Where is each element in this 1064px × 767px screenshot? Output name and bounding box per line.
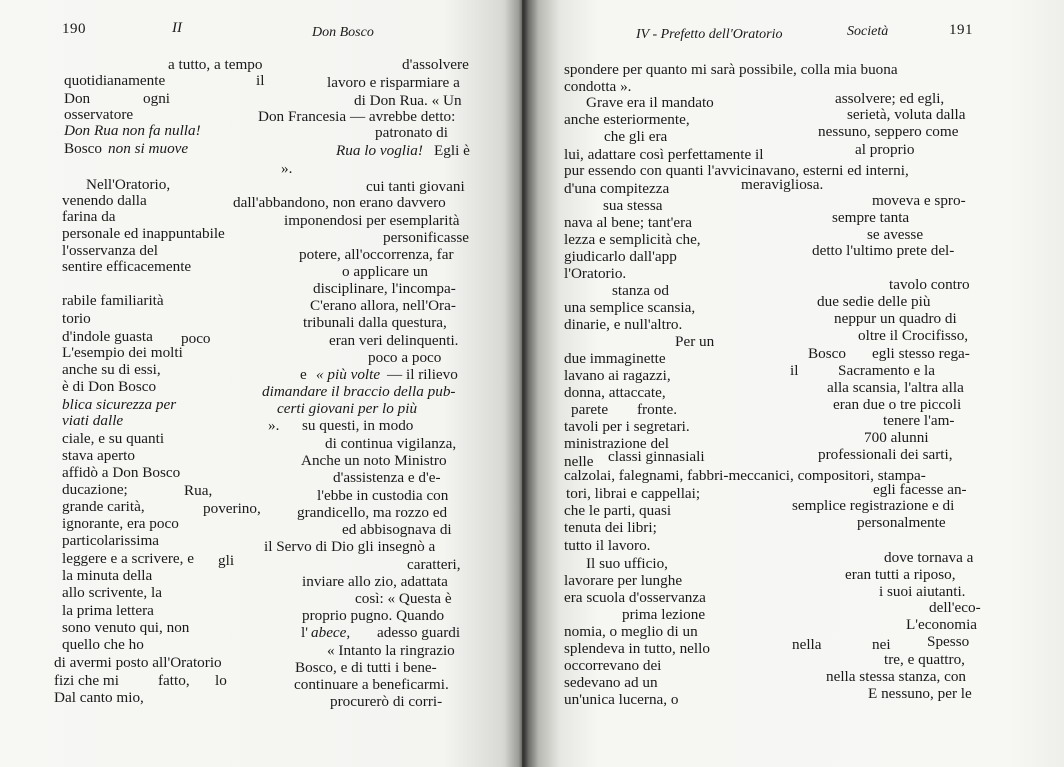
text-line: Per un [675,333,715,350]
text-line: era scuola d'osservanza [564,589,706,606]
left-running-title: Don Bosco [312,25,374,40]
text-line: lui, adattare così perfettamente il [564,146,764,163]
text-line: nava al bene; tant'era [564,214,692,231]
text-line: che gli era [604,128,668,145]
text-line: d'una compitezza [564,180,670,197]
text-line: lo [215,672,227,689]
text-line: di continua vigilanza, [325,435,457,452]
text-line: su questi, in modo [302,417,414,434]
text-line: procurerò di corri- [330,693,443,710]
text-line: certi giovani per lo più [277,400,418,417]
text-line: proprio pugno. Quando [302,607,445,624]
text-line: sedevano ad un [564,674,658,691]
book-gutter [505,0,539,767]
text-line: meravigliosa. [741,176,824,193]
text-line: a tutto, a tempo [168,56,263,73]
text-line: poverino, [203,500,261,517]
text-line: tenere l'am- [883,412,955,429]
text-line: ducazione; [62,481,128,498]
text-line: poco [181,330,211,347]
text-line: due immaginette [564,350,666,367]
text-line: ignorante, era poco [62,515,179,532]
text-line: tribunali dalla questura, [303,314,447,331]
text-line: patronato di [375,124,448,141]
text-line: venendo dalla [62,192,147,209]
text-line: Bosco [64,140,102,157]
left-page [0,0,522,767]
text-line: continuare a beneficarmi. [294,676,449,693]
text-line: grandicello, ma rozzo ed [297,504,448,521]
text-line: serietà, voluta dalla [847,106,966,123]
text-line: stanza od [612,282,669,299]
text-line: detto l'ultimo prete del- [812,242,955,259]
text-line: blica sicurezza per [62,396,177,413]
text-line: Rua, [184,482,213,499]
text-line: tori, librai e cappellai; [566,485,701,502]
text-line: ministrazione del [564,435,670,452]
text-line: affidò a Don Bosco [62,464,181,481]
text-line: L'economia [906,616,978,633]
text-line: abece, [311,624,351,641]
text-line: E nessuno, per le [868,685,972,702]
text-line: lavoro e risparmiare a [327,74,460,91]
text-line: alla scansia, l'altra alla [827,379,964,396]
text-line: imponendosi per esemplarità [284,212,460,229]
text-line: assolvere; ed egli, [835,90,945,107]
text-line: Rua lo voglia! [336,142,423,159]
text-line: 700 alunni [864,429,929,446]
text-line: nomia, o meglio di un [564,623,698,640]
text-line: nelle [564,453,594,470]
text-line: tre, e quattro, [884,651,965,668]
text-line: eran veri delinquenti. [329,332,459,349]
text-line: giudicarlo dall'app [564,248,677,265]
text-line: ed abbisognava di [342,521,452,538]
text-line: leggere e a scrivere, e [62,550,194,567]
text-line: potere, all'occorrenza, far [299,246,454,263]
text-line: stava aperto [62,447,135,464]
text-line: così: « Questa è [355,590,452,607]
text-line: — il rilievo [387,366,458,383]
text-line: egli stesso rega- [872,345,970,362]
text-line: Bosco, e di tutti i bene- [295,659,437,676]
text-line: quello che ho [62,636,144,653]
left-section-marker: II [172,20,182,36]
text-line: eran tutti a riposo, [845,566,956,583]
text-line: caratteri, [407,556,461,573]
text-line: splendeva in tutto, nello [564,640,710,657]
text-line: d'indole guasta [62,328,153,345]
text-line: neppur un quadro di [834,310,957,327]
text-line: ». [281,160,293,177]
text-line: professionali dei sarti, [818,446,953,463]
text-line: Don Francesia — avrebbe detto: [258,108,456,125]
text-line: se avesse [867,226,924,243]
text-line: lavorare per lunghe [564,572,683,589]
text-line: « Intanto la ringrazio [327,642,455,659]
text-line: ». [268,417,280,434]
text-line: fatto, [158,672,190,689]
text-line: Dal canto mio, [54,689,144,706]
text-line: pur essendo con quanti l'avvicinavano, esterni ed interni, [564,162,909,179]
text-line: che le parti, quasi [564,502,672,519]
text-line: sono venuto qui, non [62,619,190,636]
text-line: nei [872,636,891,653]
text-line: eran due o tre piccoli [833,396,962,413]
text-line: allo scrivente, la [62,584,162,601]
text-line: la prima lettera [62,602,154,619]
text-line: fizi che mi [54,672,119,689]
text-line: è di Don Bosco [62,378,157,395]
text-line: parete [571,401,609,418]
text-line: egli facesse an- [873,481,967,498]
text-line: particolarissima [62,532,159,549]
text-line: calzolai, falegnami, fabbri-meccanici, compositori, stampa- [564,467,926,484]
text-line: semplice registrazione e di [792,497,955,514]
text-line: un'unica lucerna, o [564,691,679,708]
text-line: la minuta della [62,567,153,584]
text-line: il Servo di Dio gli insegnò a [264,538,436,555]
text-line: donna, attaccate, [564,384,666,401]
text-line: disciplinare, l'incompa- [313,280,456,297]
text-line: prima lezione [622,606,706,623]
text-line: ciale, e su quanti [62,430,165,447]
text-line: dall'abbandono, non erano davvero [233,194,446,211]
text-line: Don Rua non fa nulla! [64,122,201,139]
left-page-number: 190 [62,21,86,37]
text-line: tutto il lavoro. [564,537,651,554]
text-line: tavoli per i segretari. [564,418,690,435]
text-line: o applicare un [342,263,429,280]
text-line: quotidianamente [64,72,166,89]
text-line: rabile familiarità [62,292,164,309]
text-line: anche su di essi, [62,361,161,378]
text-line: nessuno, seppero come [818,123,959,140]
text-line: torio [62,310,91,327]
text-line: e [300,366,307,383]
text-line: al proprio [855,141,915,158]
text-line: Egli è [434,142,470,159]
text-line: Spesso [927,633,970,650]
text-line: l' [301,624,308,641]
text-line: fronte. [637,401,678,418]
text-line: dove tornava a [884,549,974,566]
text-line: cui tanti giovani [366,178,465,195]
text-line: di Don Rua. « Un [354,92,462,109]
text-line: inviare allo zio, adattata [302,573,448,590]
text-line: condotta ». [564,78,632,95]
text-line: Grave era il mandato [586,94,714,111]
text-line: Don [64,90,91,107]
text-line: classi ginnasiali [608,448,705,465]
text-line: spondere per quanto mi sarà possibile, colla mia buona [564,61,898,78]
text-line: l'ebbe in custodia con [317,487,449,504]
text-line: poco a poco [368,349,442,366]
text-line: personale ed inappuntabile [62,225,225,242]
text-line: dimandare il braccio della pub- [262,383,456,400]
text-line: d'assistenza e d'e- [333,469,441,486]
text-line: occorrevano dei [564,657,662,674]
text-line: Anche un noto Ministro [301,452,447,469]
text-line: dell'eco- [929,599,981,616]
text-line: una semplice scansia, [564,299,696,316]
text-line: personificasse [383,229,470,246]
text-line: sua stessa [603,197,663,214]
text-line: nella [792,636,822,653]
text-line: il [256,72,265,89]
text-line: « più volte [316,366,381,383]
text-line: moveva e spro- [872,192,966,209]
text-line: farina da [62,208,116,225]
right-section: Società [847,24,889,39]
text-line: il [790,362,799,379]
text-line: lezza e semplicità che, [564,231,701,248]
text-line: viati dalle [62,412,124,429]
text-line: sempre tanta [832,209,910,226]
text-line: non si muove [108,140,189,157]
right-running-title: IV - Prefetto dell'Oratorio [636,27,783,42]
text-line: personalmente [857,514,946,531]
text-line: l'osservanza del [62,242,158,259]
text-line: lavano ai ragazzi, [564,367,671,384]
right-page-number: 191 [949,22,973,38]
text-line: sentire efficacemente [62,258,192,275]
text-line: Sacramento e la [838,362,935,379]
text-line: oltre il Crocifisso, [858,327,969,344]
text-line: l'Oratorio. [564,265,627,282]
text-line: L'esempio dei molti [62,344,183,361]
right-page [522,0,1064,767]
text-line: i suoi aiutanti. [879,583,966,600]
text-line: adesso guardi [377,624,461,641]
text-line: osservatore [64,106,134,123]
text-line: C'erano allora, nell'Ora- [310,297,456,314]
text-line: ogni [143,90,171,107]
text-line: Nell'Oratorio, [86,176,171,193]
text-line: tenuta dei libri; [564,519,657,536]
text-line: dinarie, e null'altro. [564,316,683,333]
text-line: d'assolvere [402,56,469,73]
text-line: tavolo contro [889,276,970,293]
text-line: Il suo ufficio, [586,555,668,572]
text-line: gli [218,552,235,569]
text-line: grande carità, [62,498,145,515]
text-line: nella stessa stanza, con [826,668,967,685]
text-line: di avermi posto all'Oratorio [54,654,222,671]
text-line: due sedie delle più [817,293,931,310]
text-line: anche esteriormente, [564,111,690,128]
text-line: Bosco [808,345,846,362]
